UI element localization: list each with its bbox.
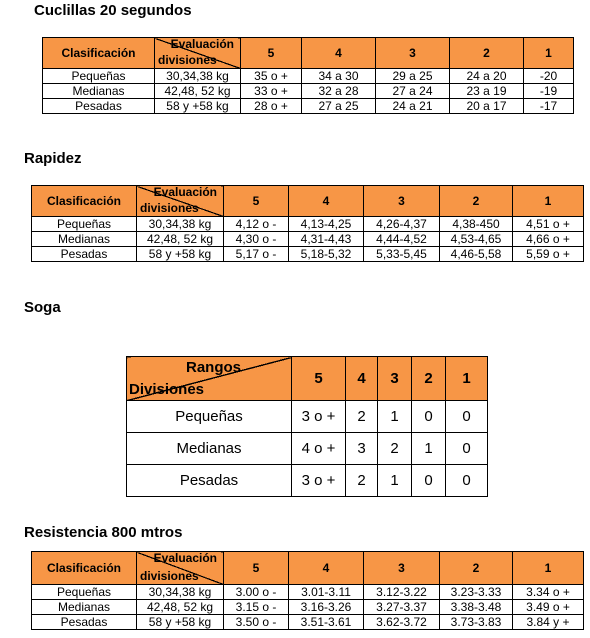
row-label: Pesadas [32, 615, 137, 630]
header-clasificacion: Clasificación [43, 38, 155, 69]
table-cell: 3.16-3.26 [289, 600, 364, 615]
row-weight: 58 y +58 kg [137, 247, 224, 262]
header-col: 4 [346, 357, 378, 401]
row-label: Medianas [127, 433, 292, 465]
row-weight: 42,48, 52 kg [155, 84, 241, 99]
table-header-row [32, 552, 584, 585]
table-cell: 4,44-4,52 [364, 232, 440, 247]
table-cell: 20 a 17 [450, 99, 524, 114]
table-cell: 3 o + [292, 401, 346, 433]
section-title-rapidez: Rapidez [24, 150, 82, 167]
row-label: Pequeñas [127, 401, 292, 433]
row-label: Medianas [32, 600, 137, 615]
table-cell: 27 a 25 [302, 99, 376, 114]
row-weight: 42,48, 52 kg [137, 600, 224, 615]
row-label: Pequeñas [43, 69, 155, 84]
table-row [43, 99, 574, 114]
table-cuclillas [42, 37, 574, 114]
row-weight: 58 y +58 kg [137, 615, 224, 630]
table-cell: 33 o + [241, 84, 302, 99]
table-cell: 5,59 o + [513, 247, 584, 262]
table-cell: 5,33-5,45 [364, 247, 440, 262]
table-rapidez [31, 185, 584, 262]
header-diag-bottom: divisiones [140, 569, 199, 583]
table-cell: 3.50 o - [224, 615, 289, 630]
table-cell: -20 [524, 69, 574, 84]
table-cell: 3 o + [292, 465, 346, 497]
table-cell: 34 a 30 [302, 69, 376, 84]
header-col: 2 [440, 552, 513, 585]
header-col: 5 [241, 38, 302, 69]
header-diag-bottom: divisiones [158, 53, 217, 67]
table-cell: 3 [346, 433, 378, 465]
table-row [43, 84, 574, 99]
section-title-soga: Soga [24, 299, 61, 316]
table-cell: 32 a 28 [302, 84, 376, 99]
table-cell: 3.01-3.11 [289, 585, 364, 600]
header-col: 4 [302, 38, 376, 69]
header-diag-top: Evaluación [153, 551, 217, 565]
table-row [127, 433, 488, 465]
table-cell: 3.62-3.72 [364, 615, 440, 630]
table-cell: 0 [412, 401, 446, 433]
table-header-row [32, 186, 584, 217]
header-diag-top: Evaluación [153, 185, 217, 199]
table-cell: 5,18-5,32 [289, 247, 364, 262]
header-col: 1 [513, 186, 584, 217]
header-col: 2 [412, 357, 446, 401]
table-cell: 3.27-3.37 [364, 600, 440, 615]
table-cell: 0 [412, 465, 446, 497]
table-resistencia [31, 551, 584, 630]
row-label: Pesadas [32, 247, 137, 262]
table-cell: 4,26-4,37 [364, 217, 440, 232]
table-row [127, 401, 488, 433]
table-cell: 5,17 o - [224, 247, 289, 262]
header-evaluacion-divisiones [137, 186, 224, 217]
table-row [32, 247, 584, 262]
table-cell: 1 [378, 401, 412, 433]
header-col: 5 [224, 552, 289, 585]
table-cell: 4,51 o + [513, 217, 584, 232]
header-diag-bottom: Divisiones [129, 381, 205, 398]
header-col: 3 [364, 552, 440, 585]
table-cell: 4 o + [292, 433, 346, 465]
table-cell: 4,12 o - [224, 217, 289, 232]
table-cell: 4,46-5,58 [440, 247, 513, 262]
table-soga [126, 356, 488, 497]
table-cell: 4,31-4,43 [289, 232, 364, 247]
table-cell: 3.23-3.33 [440, 585, 513, 600]
row-label: Pequeñas [32, 585, 137, 600]
header-diag-top: Rangos [185, 359, 241, 376]
row-weight: 30,34,38 kg [137, 217, 224, 232]
table-cell: 0 [446, 433, 488, 465]
header-diag-bottom: divisiones [140, 201, 199, 215]
header-evaluacion-divisiones [137, 552, 224, 585]
table-cell: 3.49 o + [513, 600, 584, 615]
table-cell: 2 [346, 465, 378, 497]
table-cell: 35 o + [241, 69, 302, 84]
header-col: 4 [289, 552, 364, 585]
row-weight: 30,34,38 kg [137, 585, 224, 600]
table-cell: 4,66 o + [513, 232, 584, 247]
header-col: 3 [364, 186, 440, 217]
table-cell: 3.00 o - [224, 585, 289, 600]
table-cell: 23 a 19 [450, 84, 524, 99]
table-cell: 28 o + [241, 99, 302, 114]
table-cell: 2 [378, 433, 412, 465]
table-row [43, 69, 574, 84]
row-label: Medianas [32, 232, 137, 247]
table-cell: 0 [446, 401, 488, 433]
header-col: 2 [450, 38, 524, 69]
header-col: 3 [376, 38, 450, 69]
table-row [32, 615, 584, 630]
table-cell: 27 a 24 [376, 84, 450, 99]
table-row [127, 465, 488, 497]
row-weight: 42,48, 52 kg [137, 232, 224, 247]
header-col: 4 [289, 186, 364, 217]
table-cell: 1 [412, 433, 446, 465]
table-header-row [43, 38, 574, 69]
table-cell: 4,13-4,25 [289, 217, 364, 232]
table-cell: 3.34 o + [513, 585, 584, 600]
header-rangos-divisiones [127, 357, 292, 401]
table-cell: 29 a 25 [376, 69, 450, 84]
header-col: 5 [224, 186, 289, 217]
row-weight: 30,34,38 kg [155, 69, 241, 84]
table-cell: -19 [524, 84, 574, 99]
header-diag-top: Evaluación [170, 37, 234, 51]
row-label: Pequeñas [32, 217, 137, 232]
table-cell: 4,38-450 [440, 217, 513, 232]
table-header-row [127, 357, 488, 401]
table-row [32, 217, 584, 232]
header-col: 1 [524, 38, 574, 69]
table-cell: 24 a 20 [450, 69, 524, 84]
table-row [32, 585, 584, 600]
table-cell: 3.12-3.22 [364, 585, 440, 600]
table-cell: 3.15 o - [224, 600, 289, 615]
table-cell: -17 [524, 99, 574, 114]
header-col: 1 [513, 552, 584, 585]
header-clasificacion: Clasificación [32, 186, 137, 217]
row-label: Medianas [43, 84, 155, 99]
table-cell: 0 [446, 465, 488, 497]
table-cell: 24 a 21 [376, 99, 450, 114]
table-cell: 3.84 y + [513, 615, 584, 630]
header-col: 3 [378, 357, 412, 401]
header-col: 1 [446, 357, 488, 401]
table-cell: 4,53-4,65 [440, 232, 513, 247]
table-cell: 2 [346, 401, 378, 433]
table-cell: 1 [378, 465, 412, 497]
section-title-cuclillas: Cuclillas 20 segundos [34, 2, 192, 19]
header-evaluacion-divisiones [155, 38, 241, 69]
table-row [32, 232, 584, 247]
section-title-resistencia: Resistencia 800 mtros [24, 524, 183, 541]
table-cell: 4,30 o - [224, 232, 289, 247]
row-label: Pesadas [127, 465, 292, 497]
table-cell: 3.51-3.61 [289, 615, 364, 630]
table-row [32, 600, 584, 615]
table-cell: 3.38-3.48 [440, 600, 513, 615]
table-cell: 3.73-3.83 [440, 615, 513, 630]
row-label: Pesadas [43, 99, 155, 114]
header-clasificacion: Clasificación [32, 552, 137, 585]
header-col: 5 [292, 357, 346, 401]
header-col: 2 [440, 186, 513, 217]
row-weight: 58 y +58 kg [155, 99, 241, 114]
